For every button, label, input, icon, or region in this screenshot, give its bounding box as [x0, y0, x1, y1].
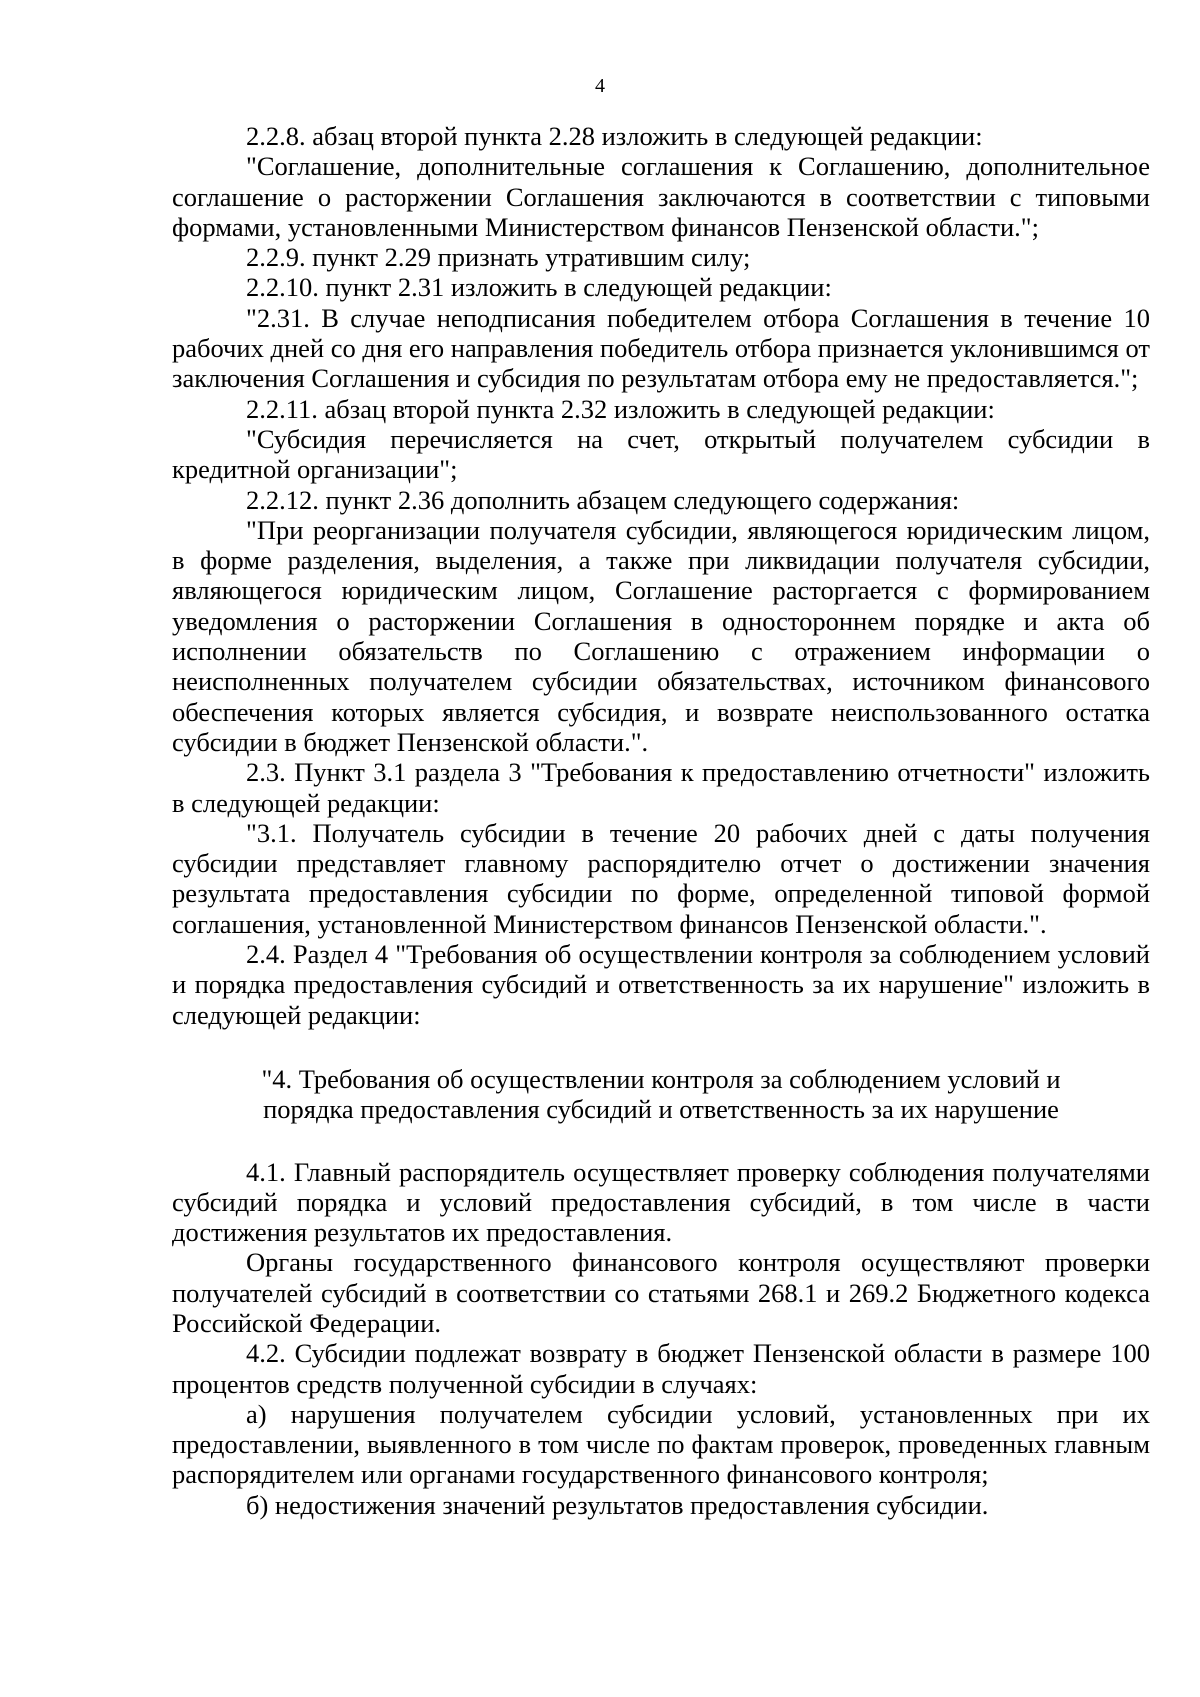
- page-number: 4: [595, 75, 605, 97]
- paragraph: 2.2.12. пункт 2.36 дополнить абзацем следующего содержания:: [246, 484, 960, 515]
- paragraph: "3.1. Получатель субсидии в течение 20 рабочих дней с даты получения субсидии представляет главному распорядителю отчет о достижении значения результата предоставления субсидии по форме, определенной типовой формой соглашения, установленной Министерством финансов Пензенской области.".: [172, 817, 1150, 939]
- paragraph: 2.2.9. пункт 2.29 признать утратившим силу;: [246, 242, 751, 273]
- section-paragraph: а) нарушения получателем субсидии условий, установленных при их предоставлении, выявленного в том числе по фактам проверок, проведенных главным распорядителем или органами государственного финансового контроля;: [172, 1398, 1150, 1490]
- section-paragraph: 4.1. Главный распорядитель осуществляет проверку соблюдения получателями субсидий порядка и условий предоставления субсидий, в том числе в части достижения результатов их предоставления.: [172, 1156, 1150, 1248]
- paragraph: 2.2.11. абзац второй пункта 2.32 изложить в следующей редакции:: [246, 393, 995, 424]
- paragraph: "Соглашение, дополнительные соглашения к Соглашению, дополнительное соглашение о расторжении Соглашения заключаются в соответствии с типовыми формами, установленными Министерством финансов Пензенской области.";: [172, 151, 1150, 242]
- paragraph: "При реорганизации получателя субсидии, являющегося юридическим лицом, в форме разделения, выделения, а также при ликвидации получателя субсидии, являющегося юридическим лицом, Соглашение расторгается с формированием уведомления о расторжении Соглашения в одностороннем порядке и акта об исполнении обязательств по Соглашению с отражением информации о неисполненных получателем субсидии обязательствах, источником финансового обеспечения которых является субсидия, и возврате неиспользованного остатка субсидии в бюджет Пензенской области.".: [172, 514, 1150, 757]
- section-paragraph: Органы государственного финансового контроля осуществляют проверки получателей субсидий в соответствии со статьями 268.1 и 269.2 Бюджетного кодекса Российской Федерации.: [172, 1247, 1150, 1338]
- section-paragraph: б) недостижения значений результатов предоставления субсидии.: [246, 1489, 989, 1520]
- section-paragraph: 4.2. Субсидии подлежат возврату в бюджет Пензенской области в размере 100 процентов средств полученной субсидии в случаях:: [172, 1338, 1150, 1399]
- paragraph: 2.3. Пункт 3.1 раздела 3 "Требования к предоставлению отчетности" изложить в следующей редакции:: [172, 757, 1150, 818]
- paragraph: 2.4. Раздел 4 "Требования об осуществлении контроля за соблюдением условий и порядка предоставления субсидий и ответственность за их нарушение" изложить в следующей редакции:: [172, 939, 1150, 1030]
- paragraph: 2.2.10. пункт 2.31 изложить в следующей редакции:: [246, 272, 832, 303]
- paragraph: "2.31. В случае неподписания победителем отбора Соглашения в течение 10 рабочих дней со дня его направления победитель отбора признается уклонившимся от заключения Соглашения и субсидия по результатам отбора ему не предоставляется.";: [172, 302, 1150, 394]
- section-heading: "4. Требования об осуществлении контроля за соблюдением условий и порядка предоставления субсидий и ответственность за их нарушение: [261, 1063, 1061, 1125]
- paragraph: "Субсидия перечисляется на счет, открытый получателем субсидии в кредитной организации";: [172, 423, 1150, 485]
- document-body: [172, 121, 1150, 1520]
- paragraph: 2.2.8. абзац второй пункта 2.28 изложить в следующей редакции:: [246, 121, 983, 151]
